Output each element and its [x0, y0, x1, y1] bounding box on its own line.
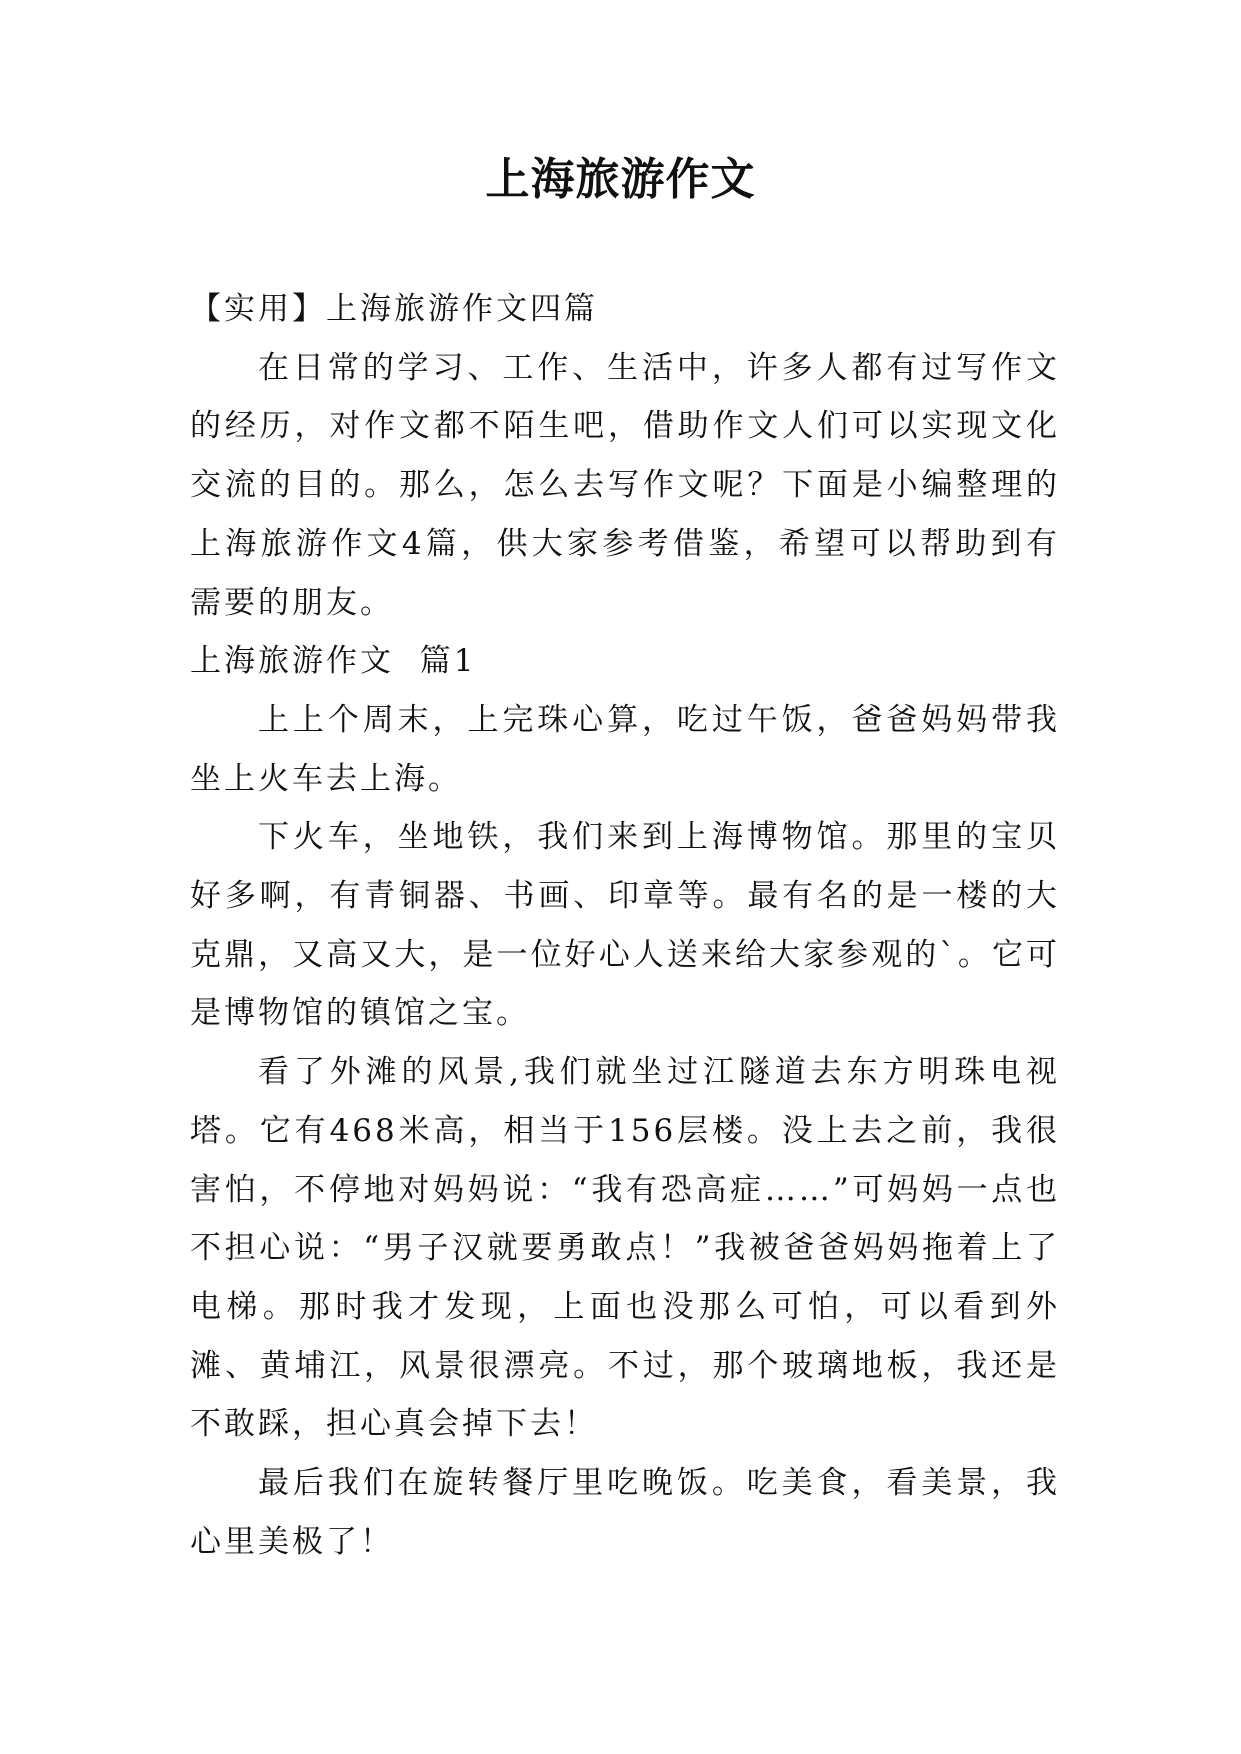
section-heading: 上海旅游作文 篇1	[190, 643, 477, 680]
body-paragraph: 上上个周末，上完珠心算，吃过午饭，爸爸妈妈带我坐上火车去上海。	[190, 701, 1060, 797]
document-title: 上海旅游作文	[485, 154, 756, 205]
body-paragraph: 看了外滩的风景,我们就坐过江隧道去东方明珠电视塔。它有468米高，相当于156层楼。没上去之前，我很害怕，不停地对妈妈说：“我有恐高症……”可妈妈一点也不担心说：“男子汉就要勇敢点！”我被爸爸妈妈拖着上了电梯。那时我才发现，上面也没那么可怕，可以看到外滩、黄埔江，风景很漂亮。不过，那个玻璃地板，我还是不敢踩，担心真会掉下去！	[190, 1054, 1060, 1443]
document-subtitle: 【实用】上海旅游作文四篇	[190, 291, 598, 327]
document-body	[190, 280, 1060, 1571]
body-paragraph: 下火车，坐地铁，我们来到上海博物馆。那里的宝贝好多啊，有青铜器、书画、印章等。最有名的是一楼的大克鼎，又高又大，是一位好心人送来给大家参观的`。它可是博物馆的镇馆之宝。	[190, 819, 1060, 1032]
body-paragraph: 最后我们在旋转餐厅里吃晚饭。吃美食，看美景，我心里美极了！	[190, 1465, 1060, 1560]
intro-paragraph: 在日常的学习、工作、生活中，许多人都有过写作文的经历，对作文都不陌生吧，借助作文人们可以实现文化交流的目的。那么，怎么去写作文呢？下面是小编整理的上海旅游作文4篇，供大家参考借鉴，希望可以帮助到有需要的朋友。	[190, 349, 1060, 621]
